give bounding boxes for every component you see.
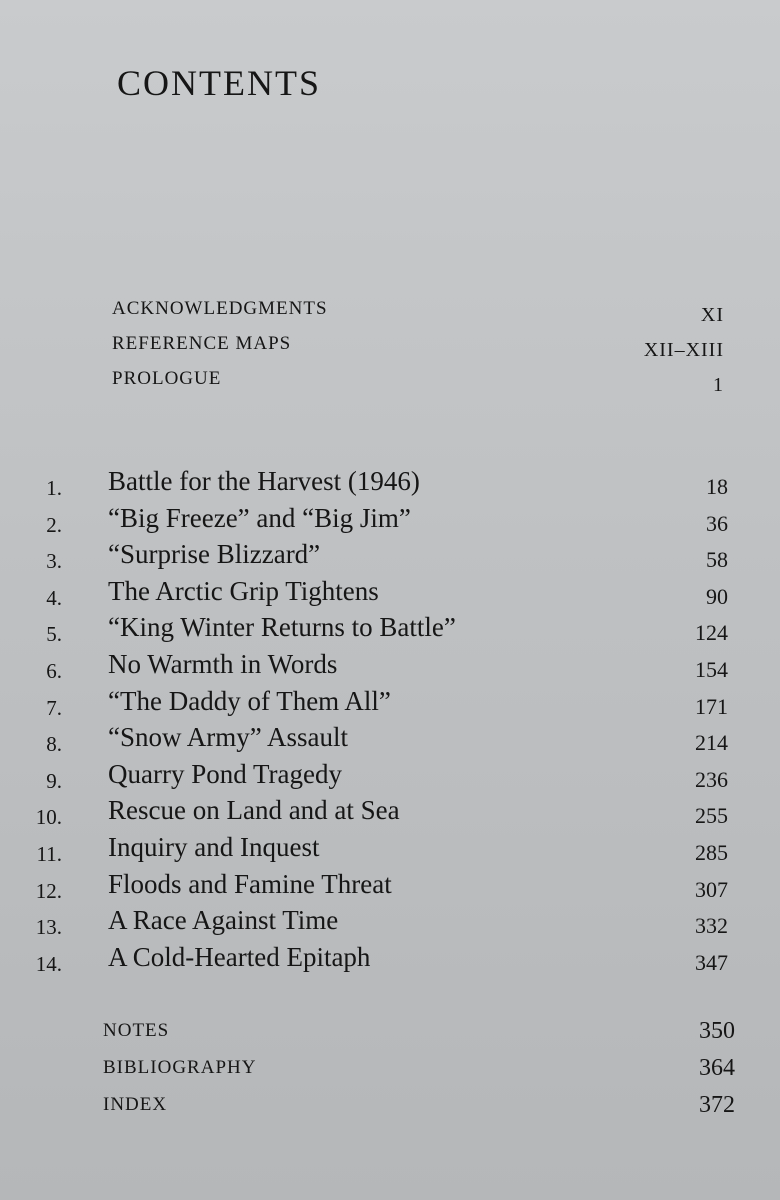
entry-label: NOTES (103, 1020, 170, 1041)
back-matter-entry (0, 1092, 780, 1129)
chapter-number: 5. (46, 622, 62, 647)
chapter-page-number: 347 (695, 949, 728, 975)
entry-page-number: 350 (699, 1018, 735, 1044)
chapter-title: “Surprise Blizzard” (108, 539, 321, 570)
chapter-number: 9. (46, 768, 62, 793)
chapter-page-number: 18 (706, 474, 728, 499)
entry-label: PROLOGUE (112, 368, 222, 389)
chapter-page-number: 171 (695, 693, 728, 719)
front-matter-entry (0, 296, 780, 331)
entry-label: REFERENCE MAPS (112, 333, 292, 354)
chapter-entry (0, 759, 780, 796)
chapter-entry (0, 942, 780, 979)
chapter-entry (0, 686, 780, 723)
chapter-entry (0, 466, 780, 503)
chapter-list (0, 466, 780, 978)
entry-page-number: 372 (699, 1092, 735, 1118)
chapter-title: The Arctic Grip Tightens (108, 575, 379, 606)
chapter-page-number: 154 (695, 656, 728, 682)
chapter-number: 11. (36, 841, 62, 866)
chapter-page-number: 307 (695, 876, 728, 902)
chapter-title: Inquiry and Inquest (108, 831, 320, 862)
entry-page-number: 364 (699, 1055, 735, 1081)
chapter-page-number: 124 (695, 620, 728, 646)
chapter-title: Floods and Famine Threat (108, 868, 392, 899)
chapter-page-number: 58 (706, 547, 728, 573)
chapter-number: 13. (35, 915, 62, 940)
back-matter-list (0, 1018, 780, 1129)
chapter-page-number: 255 (695, 803, 728, 829)
chapter-page-number: 214 (695, 730, 728, 756)
chapter-page-number: 332 (695, 913, 728, 939)
chapter-title: “The Daddy of Them All” (108, 685, 391, 716)
entry-page-number: XII–XIII (643, 339, 724, 361)
chapter-number: 14. (35, 951, 62, 976)
entry-page-number: 1 (713, 374, 724, 396)
chapter-entry (0, 503, 780, 540)
chapter-number: 12. (35, 878, 62, 903)
chapter-title: Quarry Pond Tragedy (108, 758, 342, 789)
chapter-entry (0, 832, 780, 869)
chapter-page-number: 285 (695, 839, 728, 865)
chapter-number: 3. (46, 549, 62, 574)
chapter-number: 6. (46, 658, 62, 683)
entry-page-number: XI (700, 304, 724, 326)
chapter-entry (0, 795, 780, 832)
front-matter-entry (0, 366, 780, 401)
back-matter-entry (0, 1055, 780, 1092)
chapter-entry (0, 649, 780, 686)
entry-label: BIBLIOGRAPHY (103, 1057, 257, 1078)
back-matter-entry (0, 1018, 780, 1055)
entry-label: INDEX (103, 1094, 168, 1115)
chapter-title: No Warmth in Words (108, 648, 338, 679)
chapter-entry (0, 905, 780, 942)
chapter-page-number: 236 (695, 766, 728, 792)
chapter-title: A Cold-Hearted Epitaph (108, 941, 371, 972)
chapter-number: 1. (46, 476, 62, 500)
chapter-title: “King Winter Returns to Battle” (108, 612, 456, 643)
chapter-number: 8. (46, 732, 62, 757)
chapter-entry (0, 576, 780, 613)
chapter-page-number: 36 (706, 510, 728, 536)
entry-label: ACKNOWLEDGMENTS (112, 298, 328, 319)
chapter-entry (0, 722, 780, 759)
chapter-title: Battle for the Harvest (1946) (108, 466, 420, 496)
chapter-number: 4. (46, 585, 62, 610)
page-title: CONTENTS (117, 63, 321, 103)
front-matter-list (0, 296, 780, 401)
chapter-entry (0, 612, 780, 649)
chapter-number: 2. (46, 512, 62, 537)
chapter-number: 7. (46, 695, 62, 720)
chapter-page-number: 90 (706, 583, 728, 609)
front-matter-entry (0, 331, 780, 366)
chapter-entry (0, 539, 780, 576)
chapter-title: “Snow Army” Assault (108, 722, 348, 753)
chapter-title: Rescue on Land and at Sea (108, 795, 400, 826)
chapter-title: A Race Against Time (108, 905, 339, 936)
chapter-title: “Big Freeze” and “Big Jim” (108, 502, 411, 533)
chapter-entry (0, 869, 780, 906)
chapter-number: 10. (35, 805, 62, 830)
